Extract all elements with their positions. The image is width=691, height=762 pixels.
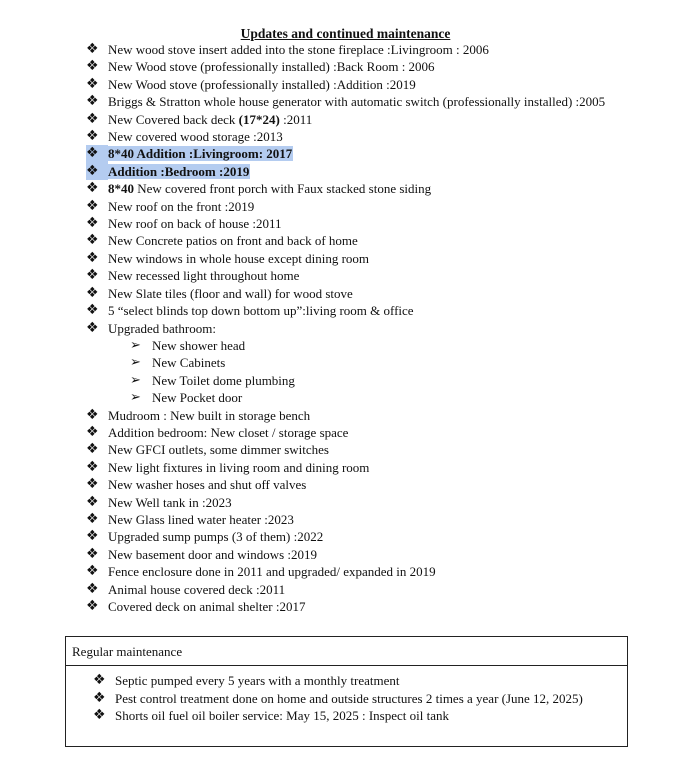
list-item [86, 441, 605, 458]
list-item-text: New roof on back of house :2011 [108, 216, 282, 232]
list-item [86, 93, 605, 110]
list-item [86, 459, 605, 476]
diamond-bullet-icon: ❖ [86, 41, 99, 57]
item-content [86, 251, 369, 266]
maintenance-item-text: Shorts oil fuel oil boiler service: May 15, 2025 : Inspect oil tank [115, 708, 449, 723]
diamond-bullet-icon: ❖ [86, 215, 99, 232]
diamond-bullet-icon: ❖ [86, 58, 99, 75]
list-item-text: Fence enclosure done in 2011 and upgraded/ expanded in 2019 [108, 564, 436, 580]
updates-list [86, 41, 605, 615]
list-item [86, 476, 605, 493]
diamond-bullet-icon: ❖ [86, 476, 99, 493]
diamond-bullet-icon: ❖ [86, 128, 99, 145]
list-item-bold-text: 8*40 [108, 181, 134, 197]
regular-maintenance-table [65, 636, 628, 747]
list-item-text: New recessed light throughout home [108, 268, 300, 284]
sub-list-item [86, 372, 605, 389]
item-content [86, 94, 605, 109]
diamond-bullet-icon: ❖ [86, 580, 99, 597]
diamond-bullet-icon: ❖ [86, 458, 99, 475]
list-item [86, 232, 605, 249]
diamond-bullet-icon: ❖ [93, 707, 106, 723]
list-item-text: Upgraded bathroom: [108, 320, 216, 336]
list-item-text: Upgraded sump pumps (3 of them) :2022 [108, 529, 324, 545]
diamond-bullet-icon: ❖ [86, 319, 99, 336]
list-item-text: New Pocket door [152, 390, 243, 406]
list-item-text: New shower head [152, 337, 246, 353]
list-item [86, 581, 605, 598]
item-content [86, 77, 416, 92]
list-item-text: New Wood stove (professionally installed) :Back Room : 2006 [108, 59, 435, 75]
document-title: Updates and continued maintenance [240, 26, 451, 41]
regular-maintenance-list [93, 672, 583, 725]
diamond-bullet-icon: ❖ [86, 528, 99, 545]
diamond-bullet-icon: ❖ [86, 284, 99, 301]
list-item-text: New Glass lined water heater :2023 [108, 511, 294, 527]
diamond-bullet-icon: ❖ [86, 197, 99, 214]
list-item [86, 163, 605, 180]
diamond-bullet-icon: ❖ [86, 93, 99, 110]
arrow-bullet-icon: ➢ [130, 390, 141, 406]
list-item-text: Animal house covered deck :2011 [108, 581, 286, 597]
list-item [86, 58, 605, 75]
diamond-bullet-icon: ❖ [86, 493, 99, 510]
item-content [86, 42, 489, 57]
maintenance-item-text: Septic pumped every 5 years with a monthly treatment [115, 673, 400, 688]
maintenance-item-text: Pest control treatment done on home and outside structures 2 times a year (June 12, 2025) [115, 690, 583, 706]
list-item-text: New covered front porch with Faux stacked stone siding [134, 181, 432, 197]
list-item [86, 76, 605, 93]
maintenance-item [93, 707, 583, 725]
diamond-bullet-icon: ❖ [86, 423, 99, 440]
list-item [86, 128, 605, 145]
item-content [86, 599, 305, 614]
list-item-bold-text: (17*24) [238, 111, 280, 127]
list-item [86, 528, 605, 545]
maintenance-item [93, 672, 583, 690]
item-content [86, 181, 431, 196]
list-item [86, 111, 605, 128]
arrow-bullet-icon: ➢ [130, 337, 141, 353]
diamond-bullet-icon: ❖ [86, 232, 99, 249]
arrow-bullet-icon: ➢ [130, 355, 141, 371]
list-item [86, 546, 605, 563]
list-item-text: New Covered back deck [108, 111, 239, 127]
list-item [86, 320, 605, 337]
item-content [86, 286, 353, 301]
list-item-text: Addition bedroom: New closet / storage space [108, 424, 349, 440]
item-content [86, 495, 232, 510]
item-content [130, 338, 245, 353]
item-content [86, 303, 414, 318]
item-content [86, 268, 299, 283]
list-item [86, 511, 605, 528]
list-item-text: New windows in whole house except dining room [108, 250, 370, 266]
list-item-text: Briggs & Stratton whole house generator with automatic switch (professionally installed) :2005 [108, 94, 606, 110]
list-item [86, 267, 605, 284]
list-item-text: New GFCI outlets, some dimmer switches [108, 442, 329, 458]
list-item [86, 424, 605, 441]
item-content [86, 442, 329, 457]
list-item-text: New Wood stove (professionally installed) :Addition :2019 [108, 76, 416, 92]
list-item [86, 407, 605, 424]
diamond-bullet-icon: ❖ [86, 267, 99, 284]
list-item-text: New Toilet dome plumbing [152, 372, 295, 388]
list-item [86, 145, 605, 162]
list-item [86, 563, 605, 580]
item-content [86, 199, 254, 214]
highlighted-text [86, 146, 293, 161]
item-content [130, 355, 225, 370]
list-item-text: New light fixtures in living room and dining room [108, 459, 370, 475]
list-item [86, 494, 605, 511]
list-item [86, 215, 605, 232]
item-content [86, 582, 285, 597]
item-content [86, 460, 369, 475]
list-item [86, 250, 605, 267]
list-item [86, 302, 605, 319]
list-item-text: New basement door and windows :2019 [108, 546, 318, 562]
diamond-bullet-icon: ❖ [86, 406, 99, 423]
highlighted-text [86, 164, 250, 179]
diamond-bullet-icon: ❖ [93, 672, 106, 688]
sub-list-item [86, 389, 605, 406]
diamond-bullet-icon: ❖ [93, 689, 106, 706]
diamond-bullet-icon: ❖ [86, 545, 99, 562]
sub-list-item [86, 337, 605, 354]
list-item-text: New Cabinets [152, 355, 226, 371]
list-item-text: New covered wood storage :2013 [108, 129, 283, 145]
item-content [86, 59, 435, 74]
item-content [86, 129, 283, 144]
item-content [86, 529, 323, 544]
list-item [86, 41, 605, 58]
item-content [86, 321, 216, 336]
list-item [86, 180, 605, 197]
list-item-text: Addition :Bedroom :2019 [108, 163, 250, 179]
list-item-text: New Slate tiles (floor and wall) for wood stove [108, 285, 353, 301]
sub-list-item [86, 354, 605, 371]
item-content [86, 408, 310, 423]
item-content [86, 512, 294, 527]
list-item-text: New roof on the front :2019 [108, 198, 255, 214]
list-item-text: 8*40 Addition :Livingroom: 2017 [108, 146, 293, 162]
diamond-bullet-icon: ❖ [86, 441, 99, 458]
diamond-bullet-icon: ❖ [86, 563, 99, 580]
item-content [86, 477, 306, 492]
list-item-text: New Well tank in :2023 [108, 494, 232, 510]
maintenance-item [93, 690, 583, 708]
diamond-bullet-icon: ❖ [86, 249, 99, 266]
diamond-bullet-icon: ❖ [86, 75, 99, 92]
diamond-bullet-icon: ❖ [86, 510, 99, 527]
list-item-text: New wood stove insert added into the stone fireplace :Livingroom : 2006 [108, 42, 489, 57]
diamond-bullet-icon: ❖ [86, 163, 108, 180]
item-content [86, 564, 436, 579]
list-item [86, 285, 605, 302]
list-item-text: 5 “select blinds top down bottom up”:living room & office [108, 303, 414, 319]
item-content [86, 112, 312, 127]
list-item [86, 598, 605, 615]
diamond-bullet-icon: ❖ [86, 598, 99, 614]
item-content [130, 390, 242, 405]
regular-maintenance-heading: Regular maintenance [66, 637, 627, 666]
list-item-text: New Concrete patios on front and back of home [108, 233, 358, 249]
diamond-bullet-icon: ❖ [86, 110, 99, 127]
arrow-bullet-icon: ➢ [130, 372, 141, 388]
item-content [86, 547, 317, 562]
item-content [86, 216, 282, 231]
list-item-text: Mudroom : New built in storage bench [108, 407, 311, 423]
list-item-text: :2011 [279, 111, 313, 127]
diamond-bullet-icon: ❖ [86, 145, 108, 162]
diamond-bullet-icon: ❖ [86, 302, 99, 319]
list-item-text: New washer hoses and shut off valves [108, 477, 307, 493]
item-content [86, 425, 348, 440]
diamond-bullet-icon: ❖ [86, 180, 99, 197]
item-content [130, 373, 295, 388]
list-item-text: Covered deck on animal shelter :2017 [108, 599, 306, 614]
list-item [86, 198, 605, 215]
item-content [86, 233, 358, 248]
